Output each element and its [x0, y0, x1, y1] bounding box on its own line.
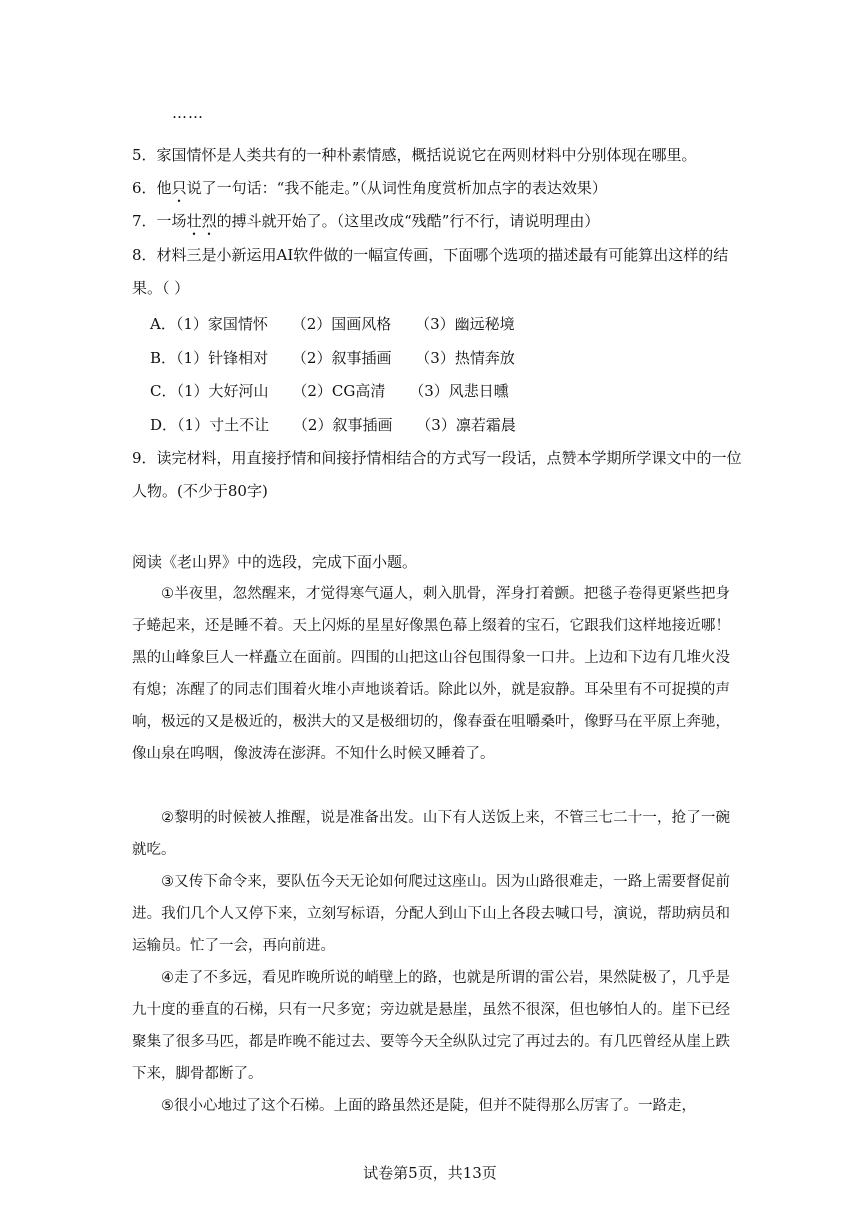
reading-intro: 阅读《老山界》中的选段，完成下面小题。	[132, 553, 418, 571]
passage-paragraph-2: ②黎明的时候被人推醒，说是准备出发。山下有人送饭上来，不管三七二十一，抢了一碗就吃。	[132, 810, 730, 858]
option-b: B．（1）针锋相对 （2）叙事插画 （3）热情奔放	[150, 349, 515, 367]
question-6: 6．他只说了一句话：“我不能走。”（从词性角度赏析加点字的表达效果）	[132, 179, 607, 197]
page-footer: 试卷第5页，共13页	[363, 1164, 497, 1182]
passage-paragraph-5: ⑤很小心地过了这个石梯。上面的路虽然还是陡，但并不陡得那么厉害了。一路走，	[161, 1098, 696, 1114]
passage-paragraph-1: ①半夜里，忽然醒来，才觉得寒气逼人，刺入肌骨，浑身打着颤。把毯子卷得更紧些把身子蜷起来，还是睡不着。天上闪烁的星星好像黑色幕上缀着的宝石，它跟我们这样地接近哪！黑的山峰象巨人一样矗立在面前。四围的山把这山谷包围得象一口井。上边和下边有几堆火没有熄；冻醒了的同志们围着火堆小声地谈着话。除此以外，就是寂静。耳朵里有不可捉摸的声响，极远的又是极近的，极洪大的又是极细切的，像春蚕在咀嚼桑叶，像野马在平原上奔驰，像山泉在呜咽，像波涛在澎湃。不知什么时候又睡着了。	[132, 586, 730, 762]
ellipsis: ……	[172, 104, 204, 122]
question-7: 7．一场壮烈的搏斗就开始了。（这里改成“残酷”行不行，请说明理由）	[132, 212, 600, 230]
passage-paragraph-4: ④走了不多远，看见昨晚所说的峭壁上的路，也就是所谓的雷公岩，果然陡极了，几乎是九十度的垂直的石梯，只有一尺多宽；旁边就是悬崖，虽然不很深，但也够怕人的。崖下已经聚集了很多马匹，都是昨晚不能过去、要等今天全纵队过完了再过去的。有几匹曾经从崖上跌下来，脚骨都断了。	[132, 970, 730, 1082]
option-a: A．（1）家国情怀 （2）国画风格 （3）幽远秘境	[150, 315, 515, 333]
emphasized-word: 壮烈	[186, 212, 217, 230]
option-c: C．（1）大好河山 （2）CG高清 （3）风悲日曛	[150, 382, 509, 400]
question-5: 5．家国情怀是人类共有的一种朴素情感，概括说说它在两则材料中分别体现在哪里。	[132, 146, 697, 164]
question-9: 9．读完材料，用直接抒情和间接抒情相结合的方式写一段话，点赞本学期所学课文中的一位人物。(不少于80字)	[132, 449, 742, 500]
passage-paragraph-3: ③又传下命令来，要队伍今天无论如何爬过这座山。因为山路很难走，一路上需要督促前进。我们几个人又停下来，立刻写标语，分配人到山下山上各段去喊口号，演说，帮助病员和运输员。忙了一会，再向前进。	[132, 874, 730, 954]
option-d: D．（1）寸土不让 （2）叙事插画 （3）凛若霜晨	[150, 416, 516, 434]
question-8: 8．材料三是小新运用AI软件做的一幅宣传画，下面哪个选项的描述最有可能算出这样的结果。（ ）	[132, 246, 729, 297]
emphasized-word: 只	[171, 179, 187, 197]
